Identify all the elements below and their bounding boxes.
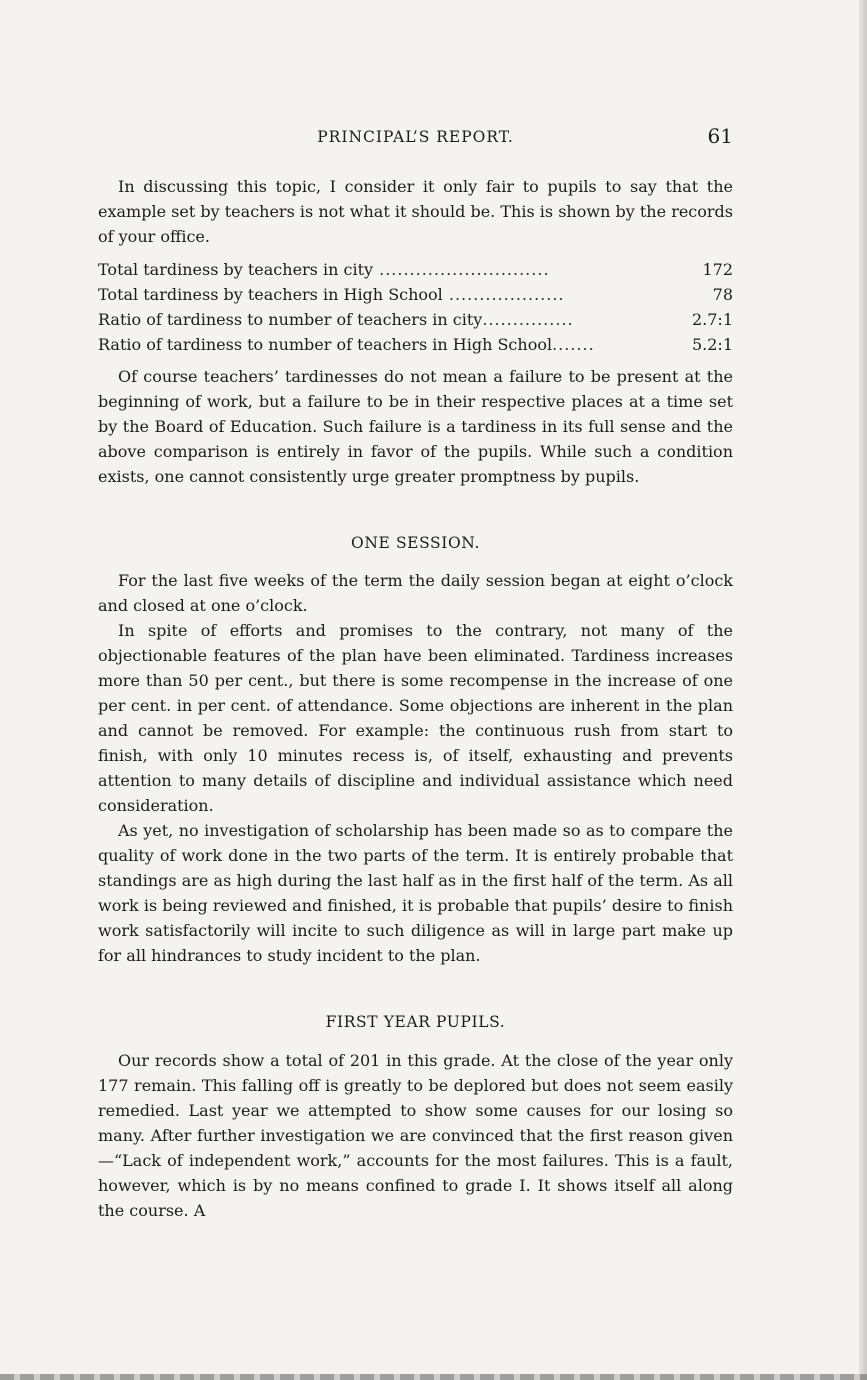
row-value: 5.2:1 <box>691 335 733 354</box>
running-title: PRINCIPAL’S REPORT. <box>317 128 514 146</box>
leader-dots: ....... <box>552 335 595 354</box>
section-heading-one-session: ONE SESSION. <box>351 534 480 552</box>
leader-dots: ................... <box>442 285 565 304</box>
page-edge-shadow <box>859 0 867 1380</box>
tardiness-paragraph: Of course teachers’ tardinesses do not mean a failure to be present at the beginning of work, but a failure to be in their respective places at a time set by the Board of Education. Such failure is a tardiness in its full sense and the above comparison is entirely in favor of the pupils. While such a condition exists, one cannot consistently urge greater promptness by pupils. <box>98 367 733 486</box>
row-label: Ratio of tardiness to number of teachers in High School <box>98 335 553 354</box>
row-value: 78 <box>712 285 733 304</box>
one-session-paragraph: In spite of efforts and promises to the contrary, not many of the objectionable features of the plan have been eliminated. Tardiness increases more than 50 per cent., but there is some recompense in the increase of one per cent. in per cent. of attendance. Some objections are inherent in the plan and cannot be removed. For example: the continuous rush from start to finish, with only 10 minutes recess is, of itself, exhausting and prevents attention to many details of discipline and individual assistance which need consideration. <box>98 621 733 815</box>
row-label: Total tardiness by teachers in High School <box>98 285 443 304</box>
row-value: 2.7:1 <box>691 310 733 329</box>
row-value: 172 <box>702 260 733 279</box>
table-row <box>98 282 733 307</box>
tardiness-table-wrap <box>98 257 733 357</box>
section-heading-first-year: FIRST YEAR PUPILS. <box>325 1013 506 1031</box>
one-session-section <box>98 568 733 968</box>
page-bottom-edge <box>0 1374 867 1380</box>
first-year-paragraph: Our records show a total of 201 in this grade. At the close of the year only 177 remain. This falling off is greatly to be deplored but does not seem easily remedied. Last year we attempted to show some causes for our losing so many. After further investigation we are convinced that the first reason given—“Lack of independent work,” accounts for the most failures. This is a fault, however, which is by no means confined to grade I. It shows itself all along the course. A <box>98 1051 733 1220</box>
one-session-paragraph: As yet, no investigation of scholarship has been made so as to compare the quality of work done in the two parts of the term. It is entirely probable that standings are as high during the last half as in the first half of the term. As all work is being reviewed and finished, it is probable that pupils’ desire to finish work satisfactorily will incite to such diligence as will in large part make up for all hindrances to study incident to the plan. <box>98 821 733 965</box>
first-year-section <box>98 1048 733 1223</box>
row-label: Ratio of tardiness to number of teachers in city <box>98 310 483 329</box>
running-head <box>98 124 733 154</box>
table-row <box>98 307 733 332</box>
row-label: Total tardiness by teachers in city <box>98 260 374 279</box>
leader-dots: ............................ <box>373 260 550 279</box>
page-number: 61 <box>707 124 733 148</box>
leader-dots: ............... <box>482 310 574 329</box>
intro-paragraph: In discussing this topic, I consider it only fair to pupils to say that the example set by teachers is not what it should be. This is shown by the records of your office. <box>98 177 733 246</box>
tardiness-section <box>98 364 733 489</box>
tardiness-table <box>98 257 733 357</box>
intro-section <box>98 174 733 249</box>
table-row <box>98 257 733 282</box>
one-session-paragraph: For the last five weeks of the term the daily session began at eight o’clock and closed at one o’clock. <box>98 571 733 615</box>
table-row <box>98 332 733 357</box>
